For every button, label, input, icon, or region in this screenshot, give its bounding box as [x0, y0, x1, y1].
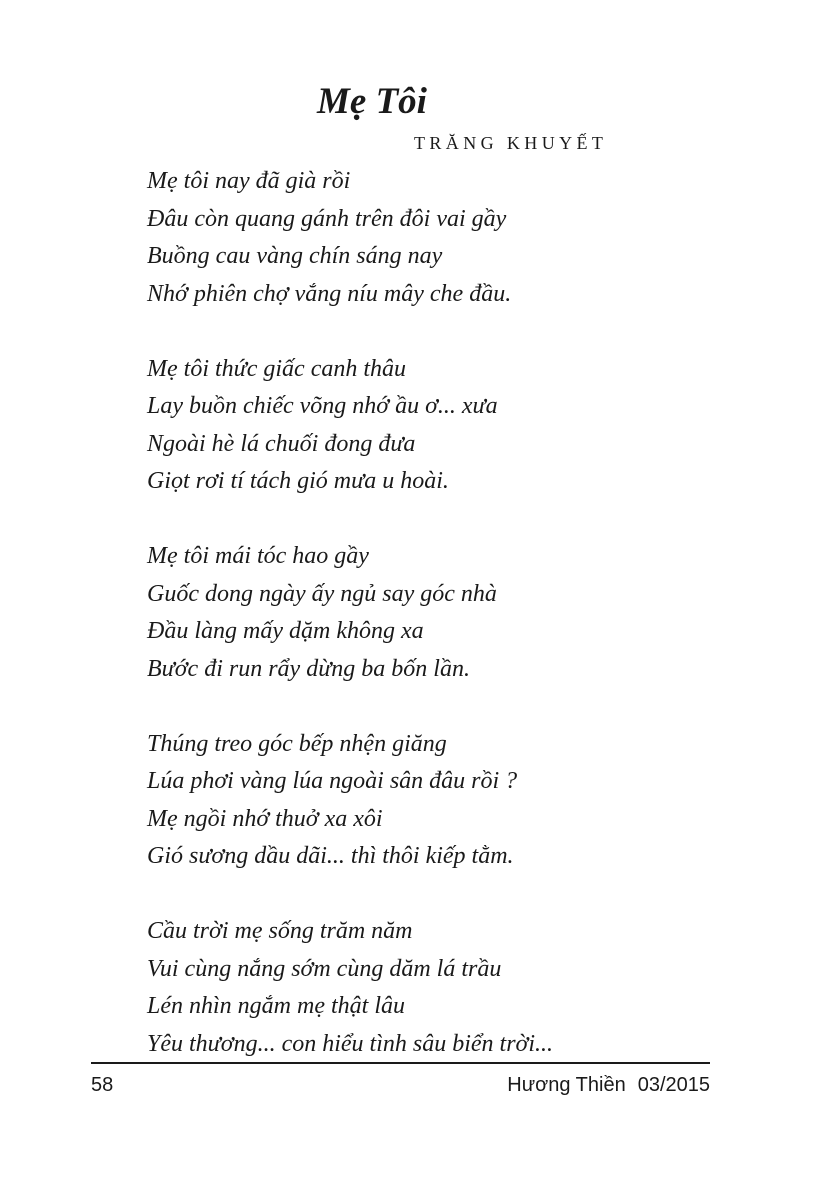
poem-line: Guốc dong ngày ấy ngủ say góc nhà — [147, 580, 497, 607]
stanza-5 — [147, 913, 747, 1063]
stanza-1 — [147, 163, 747, 313]
poem-line: Thúng treo góc bếp nhện giăng — [147, 730, 447, 757]
poem-line: Buồng cau vàng chín sáng nay — [147, 243, 443, 269]
poem-line: Mẹ tôi nay đã già rồi — [147, 168, 351, 194]
poem-line: Lén nhìn ngắm mẹ thật lâu — [147, 993, 405, 1019]
poem-line: Mẹ tôi thức giấc canh thâu — [147, 355, 407, 382]
poem-line: Mẹ ngồi nhớ thuở xa xôi — [147, 805, 383, 832]
poem-line: Bước đi run rẩy dừng ba bốn lần. — [147, 655, 470, 682]
footer-divider — [91, 1062, 710, 1064]
poem-line: Gió sương dầu dãi... thì thôi kiếp tằm. — [147, 843, 514, 869]
poem-body — [147, 163, 747, 1063]
poem-line: Đâu còn quang gánh trên đôi vai gầy — [147, 205, 507, 232]
poem-line: Yêu thương... con hiểu tình sâu biển trời... — [147, 1030, 554, 1057]
stanza-2 — [147, 351, 747, 501]
publication-issue: 03/2015 — [637, 1074, 710, 1096]
poem-line: Giọt rơi tí tách gió mưa u hoài. — [147, 468, 449, 494]
poem-line: Lúa phơi vàng lúa ngoài sân đâu rồi ? — [147, 768, 518, 794]
stanza-4 — [147, 726, 747, 876]
poem-line: Lay buồn chiếc võng nhớ ầu ơ... xưa — [147, 393, 498, 419]
page-number: 58 — [91, 1074, 114, 1096]
poem-author: TRĂNG KHUYẾT — [414, 133, 608, 153]
poem-line: Nhớ phiên chợ vắng níu mây che đầu. — [147, 280, 512, 307]
poem-line: Vui cùng nắng sớm cùng dăm lá trầu — [147, 955, 502, 982]
poem-line: Cầu trời mẹ sống trăm năm — [147, 918, 413, 944]
publication-info — [507, 1072, 710, 1098]
poem-title: Mẹ Tôi — [317, 81, 427, 122]
poem-line: Đầu làng mấy dặm không xa — [147, 618, 424, 644]
poem-line: Mẹ tôi mái tóc hao gầy — [147, 543, 369, 569]
publication-name: Hương Thiền — [507, 1074, 626, 1096]
stanza-3 — [147, 538, 747, 688]
poem-line: Ngoài hè lá chuối đong đưa — [147, 430, 416, 457]
